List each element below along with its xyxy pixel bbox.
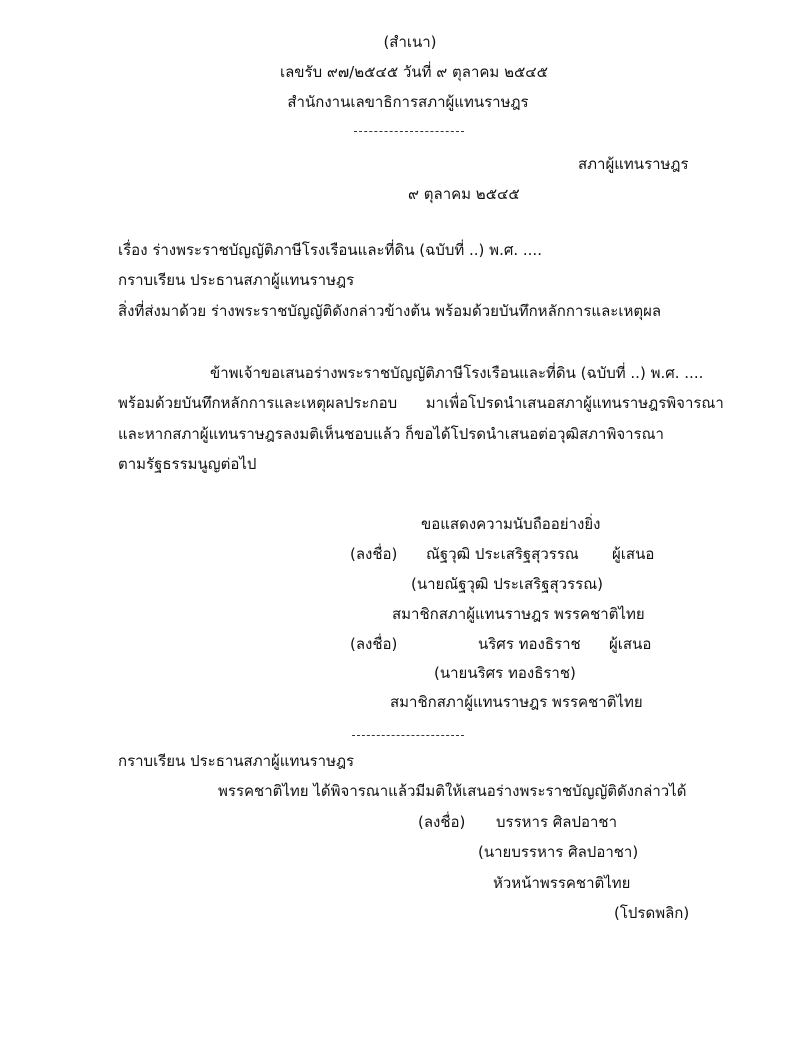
section-divider xyxy=(352,735,464,736)
subject-line xyxy=(118,241,542,259)
signatory-position: สมาชิกสภาผู้แทนราษฎร พรรคชาติไทย xyxy=(390,693,643,711)
signatory-full-name: (นายนริศร ทองธิราช) xyxy=(434,664,576,682)
enclosure-line xyxy=(118,302,661,320)
body-line: ข้าพเจ้าขอเสนอร่างพระราชบัญญัติภาษีโรงเรือนและที่ดิน (ฉบับที่ ..) พ.ศ. .... xyxy=(210,364,704,382)
office-name: สำนักงานเลขาธิการสภาผู้แทนราษฎร xyxy=(287,93,529,111)
body-line: และหากสภาผู้แทนราษฎรลงมติเห็นชอบแล้ว ก็ขอได้โปรดนำเสนอต่อวุฒิสภาพิจารณา xyxy=(118,425,664,443)
signatory-position: สมาชิกสภาผู้แทนราษฎร พรรคชาติไทย xyxy=(392,605,645,623)
enclosure-label: สิ่งที่ส่งมาด้วย xyxy=(118,302,207,320)
subject-text: ร่างพระราชบัญญัติภาษีโรงเรือนและที่ดิน (ฉบับที่ ..) พ.ศ. .... xyxy=(152,241,542,259)
body-line: พร้อมด้วยบันทึกหลักการและเหตุผลประกอบ มาเพื่อโปรดนำเสนอสภาผู้แทนราษฎรพิจารณา xyxy=(118,394,724,412)
signatory-name: นริศร ทองธิราช xyxy=(478,635,581,653)
endorsement-text: พรรคชาติไทย ได้พิจารณาแล้วมีมติให้เสนอร่างพระราชบัญญัติดังกล่าวได้ xyxy=(218,782,687,800)
party-leader-position: หัวหน้าพรรคชาติไทย xyxy=(493,874,631,892)
receipt-line: เลขรับ ๙๗/๒๕๔๕ วันที่ ๙ ตุลาคม ๒๕๔๕ xyxy=(279,63,549,81)
salutation-line xyxy=(118,271,354,289)
sender-date: ๙ ตุลาคม ๒๕๔๕ xyxy=(408,185,520,203)
endorsement-salutation: กราบเรียน ประธานสภาผู้แทนราษฎร xyxy=(118,752,355,770)
please-turn-over-note: (โปรดพลิก) xyxy=(614,904,690,922)
party-leader-full-name: (นายบรรหาร ศิลปอาชา) xyxy=(478,843,639,861)
salutation-label: กราบเรียน xyxy=(118,271,186,289)
party-leader-name: บรรหาร ศิลปอาชา xyxy=(496,813,618,831)
salutation-recipient: ประธานสภาผู้แทนราษฎร xyxy=(190,271,355,289)
signatory-full-name: (นายณัฐวุฒิ ประเสริฐสุวรรณ) xyxy=(411,575,603,593)
sign-label: (ลงชื่อ) xyxy=(350,545,398,563)
copy-mark: (สำเนา) xyxy=(383,33,437,51)
header-divider xyxy=(354,131,464,132)
signatory-role: ผู้เสนอ xyxy=(612,545,655,563)
subject-label: เรื่อง xyxy=(118,241,148,259)
body-line: ตามรัฐธรรมนูญต่อไป xyxy=(118,455,257,473)
sender-organization: สภาผู้แทนราษฎร xyxy=(578,155,689,173)
sign-label: (ลงชื่อ) xyxy=(418,813,466,831)
closing-phrase: ขอแสดงความนับถืออย่างยิ่ง xyxy=(421,515,601,533)
sign-label: (ลงชื่อ) xyxy=(350,635,398,653)
enclosure-text: ร่างพระราชบัญญัติดังกล่าวข้างต้น พร้อมด้วยบันทึกหลักการและเหตุผล xyxy=(210,302,662,320)
signatory-role: ผู้เสนอ xyxy=(609,635,652,653)
signatory-name: ณัฐวุฒิ ประเสริฐสุวรรณ xyxy=(426,545,579,563)
